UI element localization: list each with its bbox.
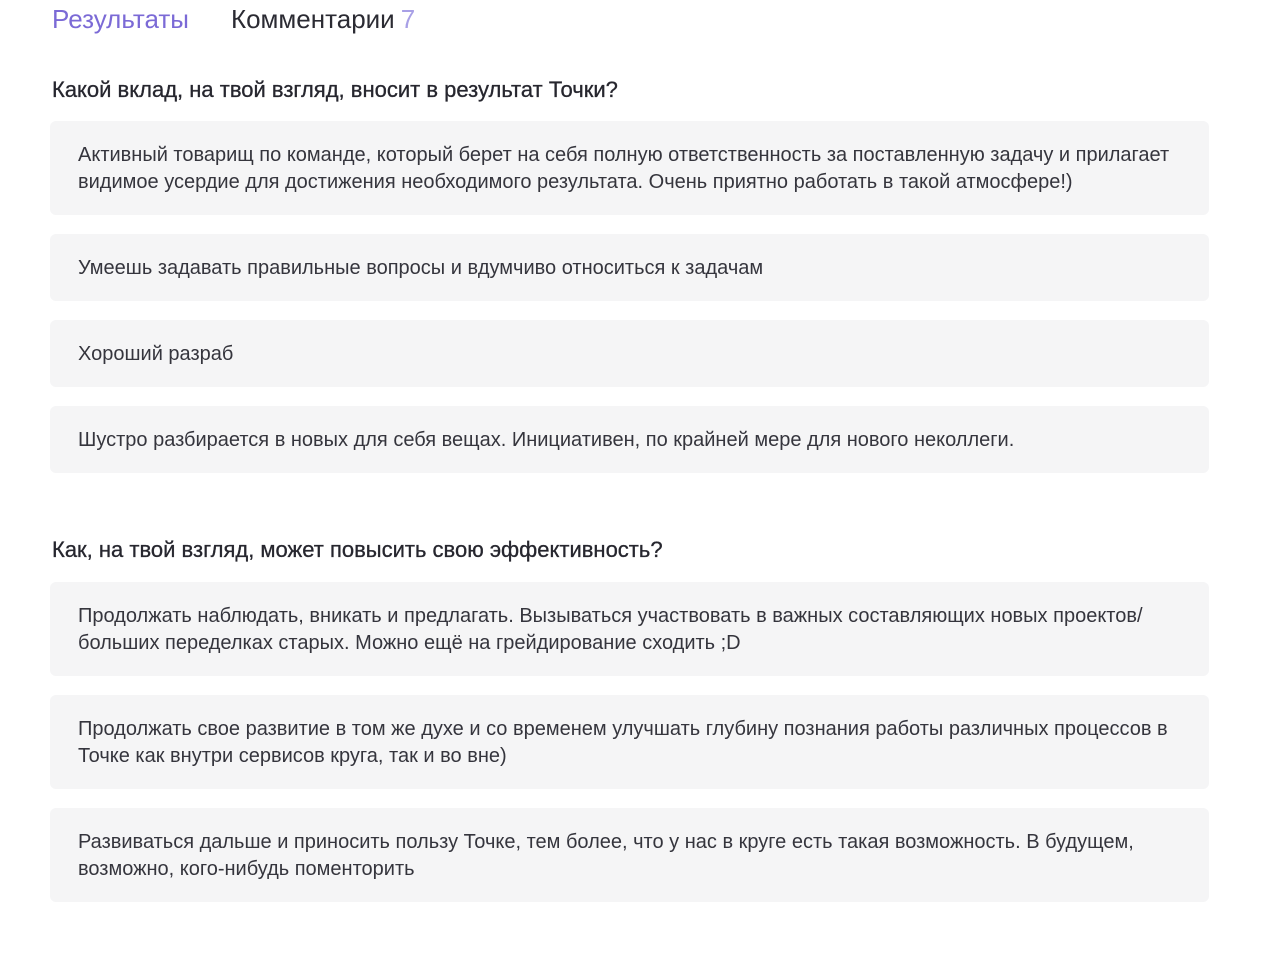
question-title: Какой вклад, на твой взгляд, вносит в результат Точки? (52, 77, 618, 102)
comment-card: Продолжать наблюдать, вникать и предлагать. Вызываться участвовать в важных составляющих новых проектов/больших переделках старых. Можно ещё на грейдирование сходить ;D (50, 582, 1209, 676)
comments-count-badge: 7 (400, 4, 416, 34)
tab-comments-label: Комментарии (230, 4, 395, 34)
comment-list (50, 582, 1209, 902)
tab-bar (52, 0, 1209, 34)
question-title: Как, на твой взгляд, может повысить свою эффективность? (52, 537, 663, 562)
comment-card: Шустро разбирается в новых для себя вещах. Инициативен, по крайней мере для нового неколлеги. (50, 406, 1209, 473)
comment-list (50, 121, 1209, 473)
comment-card: Активный товарищ по команде, который берет на себя полную ответственность за поставленную задачу и прилагает видимое усердие для достижения необходимого результата. Очень приятно работать в такой атмосфере!) (50, 121, 1209, 215)
tab-results[interactable]: Результаты (52, 4, 189, 34)
question-section-contribution (52, 76, 1209, 473)
comment-card: Развиваться дальше и приносить пользу Точке, тем более, что у нас в круге есть такая возможность. В будущем, возможно, кого-нибудь поменторить (50, 808, 1209, 902)
comment-card: Хороший разраб (50, 320, 1209, 387)
comment-card: Умеешь задавать правильные вопросы и вдумчиво относиться к задачам (50, 234, 1209, 301)
comment-card: Продолжать свое развитие в том же духе и со временем улучшать глубину познания работы различных процессов в Точке как внутри сервисов круга, так и во вне) (50, 695, 1209, 789)
question-section-efficiency (52, 536, 1209, 902)
tab-comments[interactable] (231, 4, 415, 34)
